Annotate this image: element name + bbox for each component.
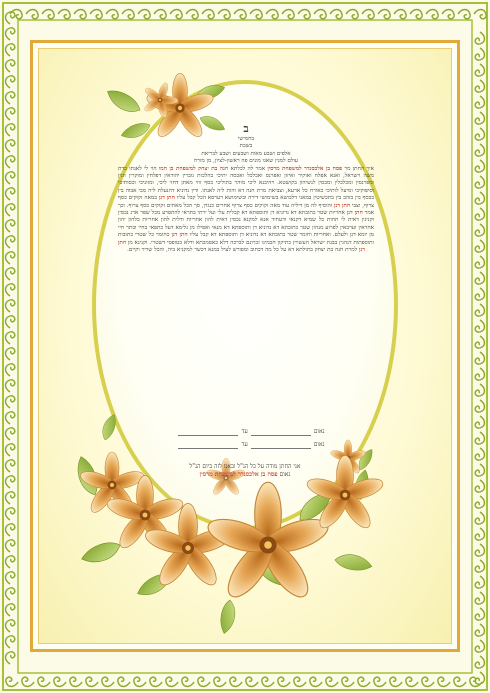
- groom-ref: חתן דנן: [118, 239, 365, 254]
- groom-ref: חתן דנן: [346, 210, 363, 217]
- ketubah-text: [118, 122, 374, 255]
- bride-intro: לכלתא: [230, 165, 246, 172]
- signature-line: [251, 442, 311, 449]
- signature-line: [251, 429, 311, 436]
- page-mark: ב: [243, 122, 249, 135]
- intro-line: בשבת: [239, 143, 253, 150]
- groom-ref: חתן דנן: [333, 202, 351, 209]
- groom-suffix: אמר לה: [247, 165, 266, 172]
- witness-1-label: נאום: [313, 428, 325, 435]
- bride-suffix: הוי לי לאנתו כדת משה: [118, 165, 374, 180]
- groom-name: פסח בן אלכסנדר למשפחת מרסין: [267, 165, 343, 172]
- groom-sign-label: נאום: [279, 471, 291, 478]
- witness-1-line: [150, 427, 350, 436]
- body-part: למרת חנה בת יצחק בתולתא דא על כל מה דכתוב ומפורש לעיל במנא דכשר למקניא ביה, והכל שריר וקיים.: [127, 247, 358, 254]
- body-part: כחומר כל שטרי כתובות ותוספתות דנהגין בבנת ישראל העשויין כתיקון חכמינו זכרונם לברכה דלא כאסמכתא ודלא כטופסי דשטרי. וקנינא מן: [118, 232, 375, 246]
- witness-2-line: [150, 440, 350, 449]
- ketubah-body: [118, 166, 374, 255]
- body-part: אחריות שטר כתובתא דא נדוניא דן ותוספתא דא קבלית עלי ועל ירתי בתראי להתפרע מכל שפר ארג נכסין וקנינין דאית לי תחות כל שמיא דקנאי ודעתיד אנא למקנא נכסין דאית להון אחריות ודלית להון אחריות כלהון יהון אחראין וערבאין לפרוע מנהון שטר כתובתא דא נדוניא דן ותוספתא דא מנאי ואפילו מן גלימא דעל כתפאי בחיי ובתר חיי מן יומא דנן ולעלם. ואחריות וחומר שטר כתובתא דא נדוניא דן ותוספתא דא קבל עליו: [118, 210, 374, 239]
- witness-2-role: עד: [241, 441, 248, 448]
- groom-ref: חתן דנן: [158, 195, 175, 202]
- intro-line: עולם למנין שאנו מונים פה ראשון-לציון, מן מזרח: [193, 158, 299, 165]
- body-part: וישראל, ואנא אפלח ואוקיר ואיזון ואפרנס ואכלכל ואכסה יתיכי כהלכות גוברין יהודאין דפלחין ומוקרין וזנין ומפרנסין ומכלכלין ומכסין לנשיהון בקושטא. ויהיבנא ליכי מוהר בתוליכי כסף זוזי מאתן דחזי ליכי, ומזוניכי וכסותיכי וסיפוקיכי ומיעל לותיכי כאורח כל ארעא, וצביאת מרת חנה דא והות ליה לאנתו. ודין נדוניא דהנעלת ליה מבי אבוה בין בכסף בין בזהב בין בתכשיטין במאני דלבושא בשימושי דירה ובשימושא דערסא הכל קבל עליו: [118, 173, 374, 202]
- bride-name: חנה בת יצחק למשפחת בן חמו: [158, 165, 229, 172]
- groom-phrase: איך החתן מר: [344, 165, 374, 172]
- body-part: והוסיף לה מן דיליה עוד מאה זקוקים כסף צרוף אחרים כנגדן, סך הכל מאתים זקוקים כסף צרוף. וכך אמר: [118, 202, 375, 217]
- intro-line: אלפים ושבע מאות ושבעים ושבע לבריאת: [201, 150, 291, 157]
- groom-sign-name: פסח בן אלכסנדר למשפחת מרסין: [199, 471, 278, 478]
- groom-ref: חתן דנן: [171, 232, 188, 239]
- body-part: במאה זקוקים כסף צרוף, וצבי: [118, 195, 375, 209]
- witness-1-role: עד: [241, 428, 248, 435]
- day-label: בחמישי: [237, 136, 255, 142]
- signature-line: [178, 442, 238, 449]
- groom-oath: אני החתן מודה על כל הנ"ל ובאנו לזה ביום הנ"ל: [189, 463, 301, 470]
- signature-line: [178, 429, 238, 436]
- witness-2-label: נאום: [313, 441, 325, 448]
- groom-signature-block: [130, 463, 360, 479]
